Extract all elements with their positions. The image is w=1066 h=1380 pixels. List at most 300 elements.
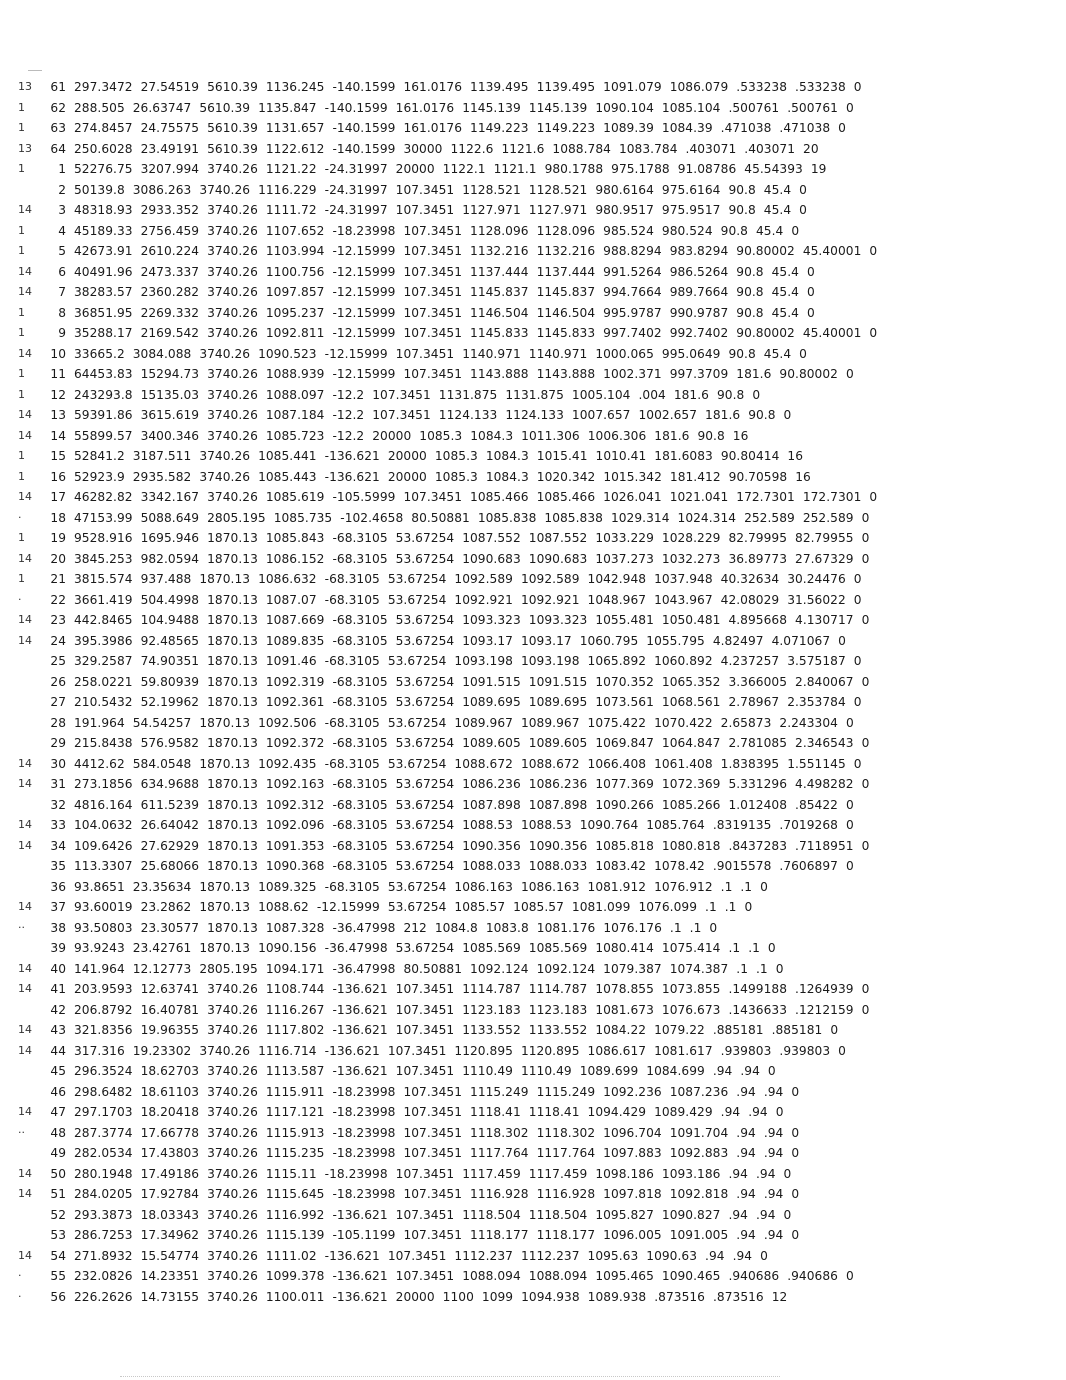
- table-row: [18, 1041, 1058, 1062]
- table-cell: 45.4: [763, 346, 792, 361]
- table-cell: 1089.967: [454, 715, 513, 730]
- table-cell: 1114.787: [462, 982, 521, 996]
- table-cell: 0: [767, 1064, 776, 1078]
- table-cell: -136.621: [324, 1043, 380, 1058]
- row-values: [44, 446, 811, 467]
- table-cell: 1091.005: [669, 1228, 729, 1242]
- table-cell: 1114.787: [528, 982, 588, 996]
- table-cell: 4.82497: [712, 633, 764, 648]
- table-cell: 23.30577: [140, 920, 200, 935]
- table-cell: 287.3774: [74, 1125, 133, 1140]
- table-cell: 1083.42: [595, 859, 647, 873]
- table-row: [18, 1102, 1058, 1123]
- table-cell: 1090.465: [661, 1269, 721, 1283]
- table-cell: 107.3451: [395, 203, 455, 217]
- table-cell: 634.9688: [140, 777, 200, 791]
- row-values: [44, 1020, 846, 1041]
- table-cell: .004: [638, 387, 666, 402]
- row-values: [44, 774, 877, 795]
- table-cell: -68.3105: [332, 551, 388, 566]
- table-cell: 1121.22: [265, 162, 317, 176]
- table-cell: 1086.236: [462, 777, 521, 791]
- table-cell: 1084.3: [485, 449, 529, 463]
- table-cell: 1116.229: [258, 182, 317, 197]
- table-row: [18, 508, 1058, 529]
- table-cell: 45189.33: [74, 223, 133, 238]
- table-cell: 1112.237: [454, 1248, 513, 1263]
- table-cell: 45.4: [771, 305, 799, 320]
- table-cell: -136.621: [332, 1289, 388, 1304]
- table-cell: 1092.319: [265, 674, 325, 689]
- table-cell: 1135.847: [258, 100, 317, 115]
- table-cell: 18.61103: [140, 1084, 200, 1099]
- row-index: 56: [50, 1289, 66, 1304]
- table-cell: 1870.13: [207, 818, 258, 832]
- table-cell: 0: [853, 695, 862, 709]
- table-cell: -68.3105: [332, 695, 388, 709]
- table-row: [18, 159, 1058, 180]
- table-cell: 107.3451: [395, 182, 455, 197]
- table-cell: .1: [720, 879, 733, 894]
- table-cell: 1695.946: [140, 531, 200, 545]
- table-cell: 90.80002: [736, 244, 795, 258]
- row-index: 8: [58, 305, 66, 320]
- row-index: 13: [50, 408, 66, 422]
- table-cell: 1015.41: [536, 449, 588, 463]
- table-cell: 997.7402: [603, 326, 662, 340]
- table-cell: 992.7402: [669, 326, 729, 340]
- table-cell: 1117.459: [528, 1166, 588, 1181]
- row-values: [44, 1061, 784, 1082]
- table-cell: 0: [861, 674, 870, 689]
- table-cell: 45.4: [763, 182, 792, 197]
- table-cell: 3740.26: [207, 1146, 258, 1160]
- table-cell: 1010.41: [595, 449, 647, 463]
- table-cell: 1024.314: [677, 510, 737, 525]
- table-cell: 3740.26: [207, 1248, 258, 1263]
- table-cell: 18.62703: [140, 1064, 200, 1078]
- table-cell: 1075.422: [587, 715, 647, 730]
- table-cell: 1081.617: [654, 1043, 713, 1058]
- margin-annotation: 1: [18, 162, 26, 175]
- table-row: [18, 344, 1058, 365]
- table-cell: 1029.314: [610, 510, 670, 525]
- row-index: 22: [50, 592, 66, 607]
- table-cell: 1870.13: [207, 695, 258, 709]
- table-cell: 1870.13: [199, 900, 251, 914]
- table-cell: 0: [869, 326, 878, 340]
- table-cell: 0: [806, 285, 815, 299]
- table-cell: 1140.971: [462, 346, 521, 361]
- table-cell: 4.071067: [771, 633, 831, 648]
- table-cell: 0: [799, 346, 807, 361]
- table-cell: 1092.589: [454, 572, 513, 586]
- margin-annotation: 14: [18, 1043, 33, 1057]
- row-index: 12: [50, 387, 66, 402]
- table-cell: 27.54519: [140, 80, 200, 94]
- table-cell: 1085.57: [513, 900, 564, 914]
- table-cell: 937.488: [140, 572, 192, 586]
- table-cell: -68.3105: [324, 715, 380, 730]
- table-cell: 280.1948: [74, 1166, 133, 1181]
- table-cell: 0: [783, 1207, 792, 1222]
- table-cell: 23.49191: [140, 141, 200, 156]
- row-index: 19: [50, 531, 66, 545]
- table-cell: 1128.096: [536, 223, 596, 238]
- table-cell: 0: [744, 900, 753, 914]
- table-cell: 1143.888: [536, 367, 596, 381]
- row-index: 47: [50, 1105, 66, 1119]
- table-cell: 93.60019: [74, 900, 133, 914]
- margin-annotation: 14: [18, 900, 33, 913]
- table-cell: 48318.93: [74, 203, 133, 217]
- table-cell: 1090.266: [595, 797, 654, 812]
- row-index: 5: [58, 244, 66, 258]
- table-cell: 53.67254: [395, 777, 455, 791]
- table-cell: 0: [838, 121, 846, 135]
- table-cell: 986.5264: [669, 264, 729, 279]
- table-cell: 0: [752, 387, 761, 402]
- table-cell: 107.3451: [395, 1269, 455, 1283]
- table-cell: 30.24476: [787, 572, 846, 586]
- table-row: [18, 836, 1058, 857]
- table-row: [18, 426, 1058, 447]
- table-cell: 288.505: [74, 100, 125, 115]
- margin-annotation: 14: [18, 1248, 33, 1262]
- table-cell: 1021.041: [669, 490, 729, 504]
- table-cell: 80.50881: [403, 961, 463, 976]
- table-cell: 1128.521: [528, 182, 588, 197]
- table-cell: .873516: [654, 1289, 705, 1304]
- row-index: 48: [50, 1125, 66, 1140]
- table-cell: 53.67254: [395, 736, 455, 750]
- table-cell: 1015.342: [603, 469, 662, 484]
- table-cell: 1076.099: [638, 900, 698, 914]
- margin-annotation: ·: [18, 510, 22, 524]
- scan-edge-noise: [120, 1376, 780, 1378]
- table-cell: 297.3472: [74, 80, 133, 94]
- table-cell: 1090.523: [258, 346, 317, 361]
- table-cell: 1089.605: [462, 736, 521, 750]
- table-cell: 1055.481: [595, 613, 654, 627]
- table-cell: 0: [806, 305, 815, 320]
- table-row: [18, 385, 1058, 406]
- table-row: [18, 1246, 1058, 1267]
- table-cell: 1111.72: [265, 203, 317, 217]
- table-cell: 995.0649: [661, 346, 721, 361]
- row-values: [44, 877, 776, 898]
- table-cell: 1070.422: [654, 715, 713, 730]
- table-cell: -12.15999: [332, 367, 396, 381]
- table-cell: .94: [736, 1125, 756, 1140]
- margin-annotation: 1: [18, 100, 26, 114]
- table-cell: 35288.17: [74, 326, 133, 340]
- table-cell: 20000: [372, 428, 412, 443]
- table-cell: 93.9243: [74, 941, 125, 955]
- table-cell: 1086.236: [528, 777, 588, 791]
- table-cell: 90.8: [697, 428, 725, 443]
- table-cell: 2610.224: [140, 244, 200, 258]
- table-cell: 52.19962: [140, 695, 200, 709]
- row-index: 35: [50, 859, 66, 873]
- table-cell: 1110.49: [462, 1064, 513, 1078]
- table-cell: 1072.369: [661, 777, 721, 791]
- table-cell: 0: [869, 490, 878, 504]
- table-cell: -18.23998: [332, 1187, 396, 1201]
- table-cell: -24.31997: [324, 182, 388, 197]
- table-cell: .1: [728, 941, 741, 955]
- table-cell: 0: [775, 961, 784, 976]
- margin-annotation: 1: [18, 531, 26, 544]
- table-cell: 1085.735: [273, 510, 333, 525]
- table-cell: 1149.223: [536, 121, 596, 135]
- row-values: [44, 1205, 799, 1226]
- table-cell: -68.3105: [332, 531, 388, 545]
- table-cell: 1095.827: [595, 1207, 654, 1222]
- table-cell: 3740.26: [207, 982, 258, 996]
- table-cell: .94: [732, 1248, 753, 1263]
- table-cell: 53.67254: [387, 900, 447, 914]
- row-index: 34: [50, 838, 66, 853]
- table-cell: 172.7301: [802, 490, 862, 504]
- table-cell: 997.3709: [669, 367, 729, 381]
- table-cell: 18.20418: [140, 1105, 200, 1119]
- table-cell: 1133.552: [462, 1023, 521, 1037]
- table-cell: -12.15999: [332, 285, 396, 299]
- table-cell: 1087.184: [265, 408, 325, 422]
- table-cell: 90.8: [736, 285, 764, 299]
- row-values: [44, 1082, 807, 1103]
- row-index: 18: [50, 510, 66, 525]
- row-values: [44, 795, 862, 816]
- table-cell: 1100.756: [265, 264, 325, 279]
- table-cell: 1086.632: [258, 572, 317, 586]
- table-row: [18, 1184, 1058, 1205]
- margin-annotation: ·: [18, 592, 22, 606]
- table-cell: 2.781085: [728, 736, 788, 750]
- margin-annotation: 1: [18, 469, 26, 483]
- table-cell: 2473.337: [140, 264, 200, 279]
- table-cell: 0: [845, 100, 854, 115]
- row-index: 33: [50, 818, 66, 832]
- table-cell: 45.40001: [802, 326, 862, 340]
- table-cell: -12.15999: [316, 900, 380, 914]
- table-cell: .403071: [685, 141, 737, 156]
- table-cell: 1139.495: [536, 80, 596, 94]
- table-cell: .885181: [771, 1023, 823, 1037]
- table-cell: 1076.673: [661, 1002, 721, 1017]
- table-cell: .1: [724, 900, 737, 914]
- table-row: [18, 1287, 1058, 1308]
- row-values: [44, 180, 815, 201]
- table-cell: 107.3451: [395, 1207, 455, 1222]
- table-cell: 1085.818: [595, 838, 654, 853]
- row-values: [44, 1123, 807, 1144]
- table-row: [18, 487, 1058, 508]
- row-values: [44, 1287, 795, 1308]
- table-cell: 5.331296: [728, 777, 788, 791]
- table-cell: 1870.13: [199, 941, 251, 955]
- row-index: 25: [50, 654, 66, 668]
- table-cell: 2.346543: [795, 736, 854, 750]
- table-cell: 1085.466: [470, 490, 529, 504]
- table-cell: 298.6482: [74, 1084, 133, 1099]
- row-index: 29: [50, 736, 66, 750]
- row-values: [44, 159, 834, 180]
- table-cell: 3740.26: [207, 1187, 258, 1201]
- table-cell: 3740.26: [207, 490, 258, 504]
- margin-annotation: 1: [18, 223, 26, 237]
- table-cell: 1115.249: [536, 1084, 596, 1099]
- row-values: [44, 692, 870, 713]
- table-cell: 1.838395: [720, 756, 780, 771]
- table-row: [18, 1020, 1058, 1041]
- table-cell: -18.23998: [332, 1105, 396, 1119]
- table-cell: 1087.669: [265, 613, 325, 627]
- table-cell: 1084.39: [661, 121, 713, 135]
- table-cell: 0: [853, 756, 862, 771]
- table-cell: 5088.649: [140, 510, 200, 525]
- table-row: [18, 856, 1058, 877]
- table-cell: .939803: [779, 1043, 831, 1058]
- table-cell: .94: [736, 1187, 756, 1201]
- row-values: [44, 713, 862, 734]
- table-cell: 1115.11: [265, 1166, 317, 1181]
- table-cell: 1085.441: [258, 449, 317, 463]
- table-cell: 0: [861, 1002, 870, 1017]
- table-row: [18, 1266, 1058, 1287]
- table-cell: 5610.39: [207, 80, 258, 94]
- table-cell: 1077.369: [595, 777, 654, 791]
- margin-annotation: 13: [18, 141, 33, 155]
- table-cell: .1436633: [728, 1002, 788, 1017]
- table-cell: 17.43803: [140, 1146, 200, 1160]
- table-cell: 296.3524: [74, 1064, 133, 1078]
- table-cell: 1088.094: [528, 1269, 588, 1283]
- table-cell: 1092.124: [470, 961, 529, 976]
- table-row: [18, 569, 1058, 590]
- table-cell: 3740.26: [207, 1269, 258, 1283]
- table-cell: 3740.26: [207, 428, 258, 443]
- table-cell: -136.621: [332, 1269, 388, 1283]
- table-cell: 1145.139: [528, 100, 588, 115]
- table-cell: 1088.672: [454, 756, 513, 771]
- table-row: [18, 1061, 1058, 1082]
- table-cell: 45.4: [771, 264, 799, 279]
- table-cell: 20: [803, 141, 819, 156]
- table-cell: 1006.306: [587, 428, 647, 443]
- table-cell: 19.96355: [140, 1023, 200, 1037]
- table-cell: 1092.883: [669, 1146, 729, 1160]
- table-cell: 42673.91: [74, 244, 133, 258]
- table-cell: 2169.542: [140, 326, 200, 340]
- table-cell: 1089.695: [528, 695, 588, 709]
- table-cell: 1085.443: [258, 469, 317, 484]
- table-cell: 14.73155: [140, 1289, 200, 1304]
- table-cell: 53.67254: [387, 572, 447, 586]
- table-cell: 107.3451: [395, 1023, 455, 1037]
- margin-annotation: 14: [18, 428, 33, 442]
- table-cell: 0: [760, 879, 768, 894]
- table-cell: 3740.26: [207, 1064, 258, 1078]
- table-row: [18, 1123, 1058, 1144]
- row-index: 3: [58, 203, 66, 217]
- table-cell: 2935.582: [132, 469, 192, 484]
- table-cell: .8319135: [712, 818, 772, 832]
- margin-annotation: 14: [18, 756, 33, 770]
- table-cell: 1116.992: [265, 1207, 325, 1222]
- table-cell: -68.3105: [332, 736, 388, 750]
- table-cell: 1115.139: [265, 1228, 325, 1242]
- table-cell: -140.1599: [332, 141, 396, 156]
- table-cell: -136.621: [332, 1207, 388, 1222]
- table-cell: 1092.236: [603, 1084, 662, 1099]
- table-cell: .9015578: [712, 859, 772, 873]
- table-cell: 93.50803: [74, 920, 133, 935]
- table-cell: 206.8792: [74, 1002, 133, 1017]
- table-cell: 1026.041: [603, 490, 662, 504]
- margin-annotation: 1: [18, 572, 26, 585]
- table-cell: .1: [669, 920, 682, 935]
- table-cell: 1065.892: [587, 654, 647, 668]
- table-cell: 258.0221: [74, 674, 133, 689]
- table-cell: 991.5264: [603, 264, 662, 279]
- table-cell: 90.8: [748, 408, 776, 422]
- table-row: [18, 1164, 1058, 1185]
- table-cell: 584.0548: [132, 756, 192, 771]
- table-cell: 1112.237: [520, 1248, 580, 1263]
- table-cell: 1108.744: [265, 982, 325, 996]
- table-cell: .94: [756, 1166, 776, 1181]
- table-row: [18, 180, 1058, 201]
- table-row: [18, 713, 1058, 734]
- table-cell: 252.589: [802, 510, 854, 525]
- table-cell: 1002.657: [638, 408, 698, 422]
- table-cell: -68.3105: [324, 572, 380, 586]
- table-cell: 1060.795: [579, 633, 639, 648]
- table-cell: -68.3105: [324, 592, 380, 607]
- table-cell: -105.5999: [332, 490, 396, 504]
- table-cell: 3740.26: [207, 264, 258, 279]
- table-cell: 53.67254: [395, 838, 455, 853]
- table-cell: 1118.41: [470, 1105, 521, 1119]
- table-cell: 17.92784: [140, 1187, 200, 1201]
- table-cell: 1870.13: [199, 715, 251, 730]
- table-cell: 1870.13: [207, 654, 258, 668]
- table-cell: 59391.86: [74, 408, 133, 422]
- row-values: [44, 733, 877, 754]
- table-cell: -18.23998: [332, 1084, 396, 1099]
- table-cell: 1081.673: [595, 1002, 654, 1017]
- table-row: [18, 139, 1058, 160]
- table-cell: 1092.163: [265, 777, 325, 791]
- row-index: 23: [50, 613, 66, 627]
- table-cell: 1087.328: [265, 920, 325, 935]
- table-cell: 1085.104: [661, 100, 721, 115]
- table-cell: 1093.186: [661, 1166, 721, 1181]
- margin-annotation: 14: [18, 1166, 33, 1180]
- row-values: [44, 979, 877, 1000]
- table-cell: 975.1788: [611, 162, 670, 176]
- table-cell: 12.12773: [132, 961, 192, 976]
- table-cell: 5610.39: [199, 100, 251, 115]
- table-cell: 3615.619: [140, 408, 200, 422]
- table-cell: 0: [783, 408, 792, 422]
- table-cell: 1085.843: [265, 531, 325, 545]
- row-index: 51: [50, 1187, 66, 1201]
- table-row: [18, 467, 1058, 488]
- table-cell: 181.412: [669, 469, 721, 484]
